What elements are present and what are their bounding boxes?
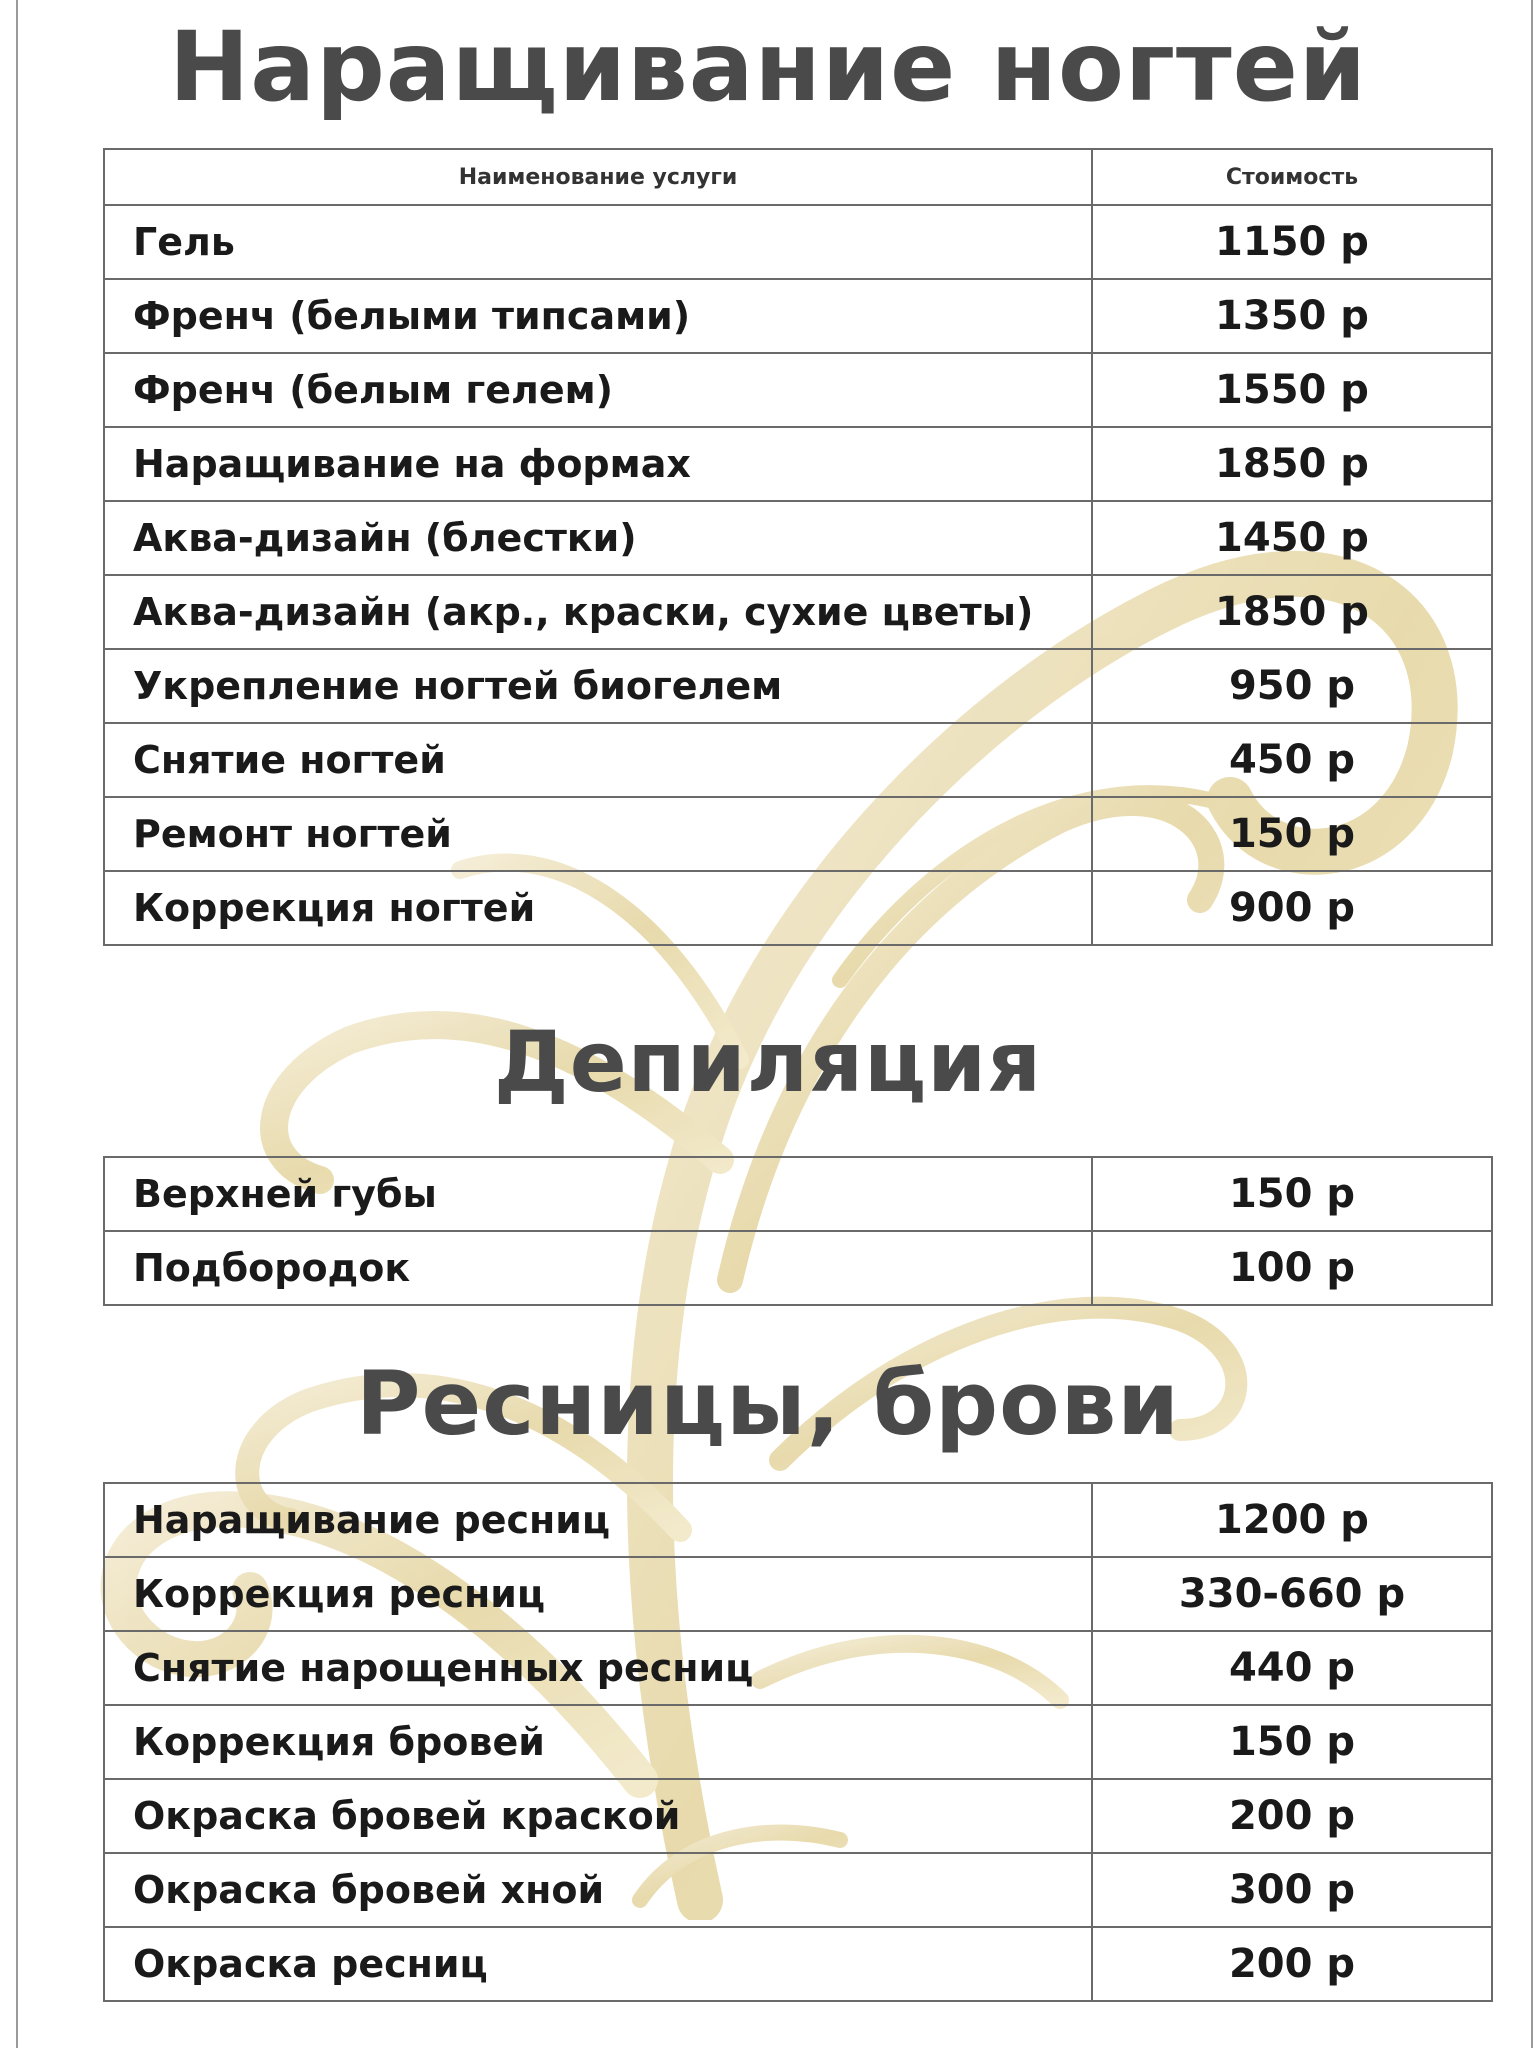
service-name: Гель — [104, 205, 1092, 279]
service-price: 150 р — [1092, 797, 1492, 871]
table-row — [104, 797, 1492, 871]
service-price: 1150 р — [1092, 205, 1492, 279]
service-price: 1850 р — [1092, 575, 1492, 649]
service-price: 1450 р — [1092, 501, 1492, 575]
table-row — [104, 205, 1492, 279]
service-name: Аква-дизайн (блестки) — [104, 501, 1092, 575]
service-name: Укрепление ногтей биогелем — [104, 649, 1092, 723]
nails-price-table — [103, 148, 1493, 946]
table-row — [104, 1231, 1492, 1305]
service-price: 440 р — [1092, 1631, 1492, 1705]
service-name: Коррекция ногтей — [104, 871, 1092, 945]
service-price: 330-660 р — [1092, 1557, 1492, 1631]
service-name: Френч (белым гелем) — [104, 353, 1092, 427]
table-row — [104, 1483, 1492, 1557]
service-name: Снятие нарощенных ресниц — [104, 1631, 1092, 1705]
service-price: 100 р — [1092, 1231, 1492, 1305]
column-header-price: Стоимость — [1092, 149, 1492, 205]
table-row — [104, 1853, 1492, 1927]
service-name: Окраска бровей краской — [104, 1779, 1092, 1853]
service-price: 1350 р — [1092, 279, 1492, 353]
service-name: Верхней губы — [104, 1157, 1092, 1231]
table-row — [104, 723, 1492, 797]
service-name: Френч (белыми типсами) — [104, 279, 1092, 353]
service-name: Аква-дизайн (акр., краски, сухие цветы) — [104, 575, 1092, 649]
table-row — [104, 1557, 1492, 1631]
service-name: Снятие ногтей — [104, 723, 1092, 797]
service-price: 300 р — [1092, 1853, 1492, 1927]
service-price: 450 р — [1092, 723, 1492, 797]
section-title-nails: Наращивание ногтей — [168, 11, 1368, 123]
table-row — [104, 1157, 1492, 1231]
service-name: Подбородок — [104, 1231, 1092, 1305]
table-row — [104, 871, 1492, 945]
table-row — [104, 575, 1492, 649]
table-row — [104, 649, 1492, 723]
service-price: 1850 р — [1092, 427, 1492, 501]
service-price: 200 р — [1092, 1927, 1492, 2001]
service-price: 1550 р — [1092, 353, 1492, 427]
table-row — [104, 501, 1492, 575]
service-name: Окраска ресниц — [104, 1927, 1092, 2001]
table-row — [104, 353, 1492, 427]
service-price: 950 р — [1092, 649, 1492, 723]
table-row — [104, 1631, 1492, 1705]
service-price: 150 р — [1092, 1157, 1492, 1231]
service-name: Наращивание на формах — [104, 427, 1092, 501]
depilation-price-table — [103, 1156, 1493, 1306]
table-row — [104, 1705, 1492, 1779]
lashes-brows-price-table — [103, 1482, 1493, 2002]
section-title-lashes-brows: Ресницы, брови — [356, 1352, 1180, 1455]
service-name: Окраска бровей хной — [104, 1853, 1092, 1927]
section-title-depilation: Депиляция — [493, 1013, 1043, 1111]
table-row — [104, 1927, 1492, 2001]
service-price: 200 р — [1092, 1779, 1492, 1853]
service-name: Наращивание ресниц — [104, 1483, 1092, 1557]
service-price: 1200 р — [1092, 1483, 1492, 1557]
table-row — [104, 279, 1492, 353]
table-row — [104, 427, 1492, 501]
service-price: 150 р — [1092, 1705, 1492, 1779]
table-row — [104, 1779, 1492, 1853]
column-header-service: Наименование услуги — [104, 149, 1092, 205]
service-price: 900 р — [1092, 871, 1492, 945]
table-header-row — [104, 149, 1492, 205]
service-name: Коррекция ресниц — [104, 1557, 1092, 1631]
service-name: Ремонт ногтей — [104, 797, 1092, 871]
service-name: Коррекция бровей — [104, 1705, 1092, 1779]
